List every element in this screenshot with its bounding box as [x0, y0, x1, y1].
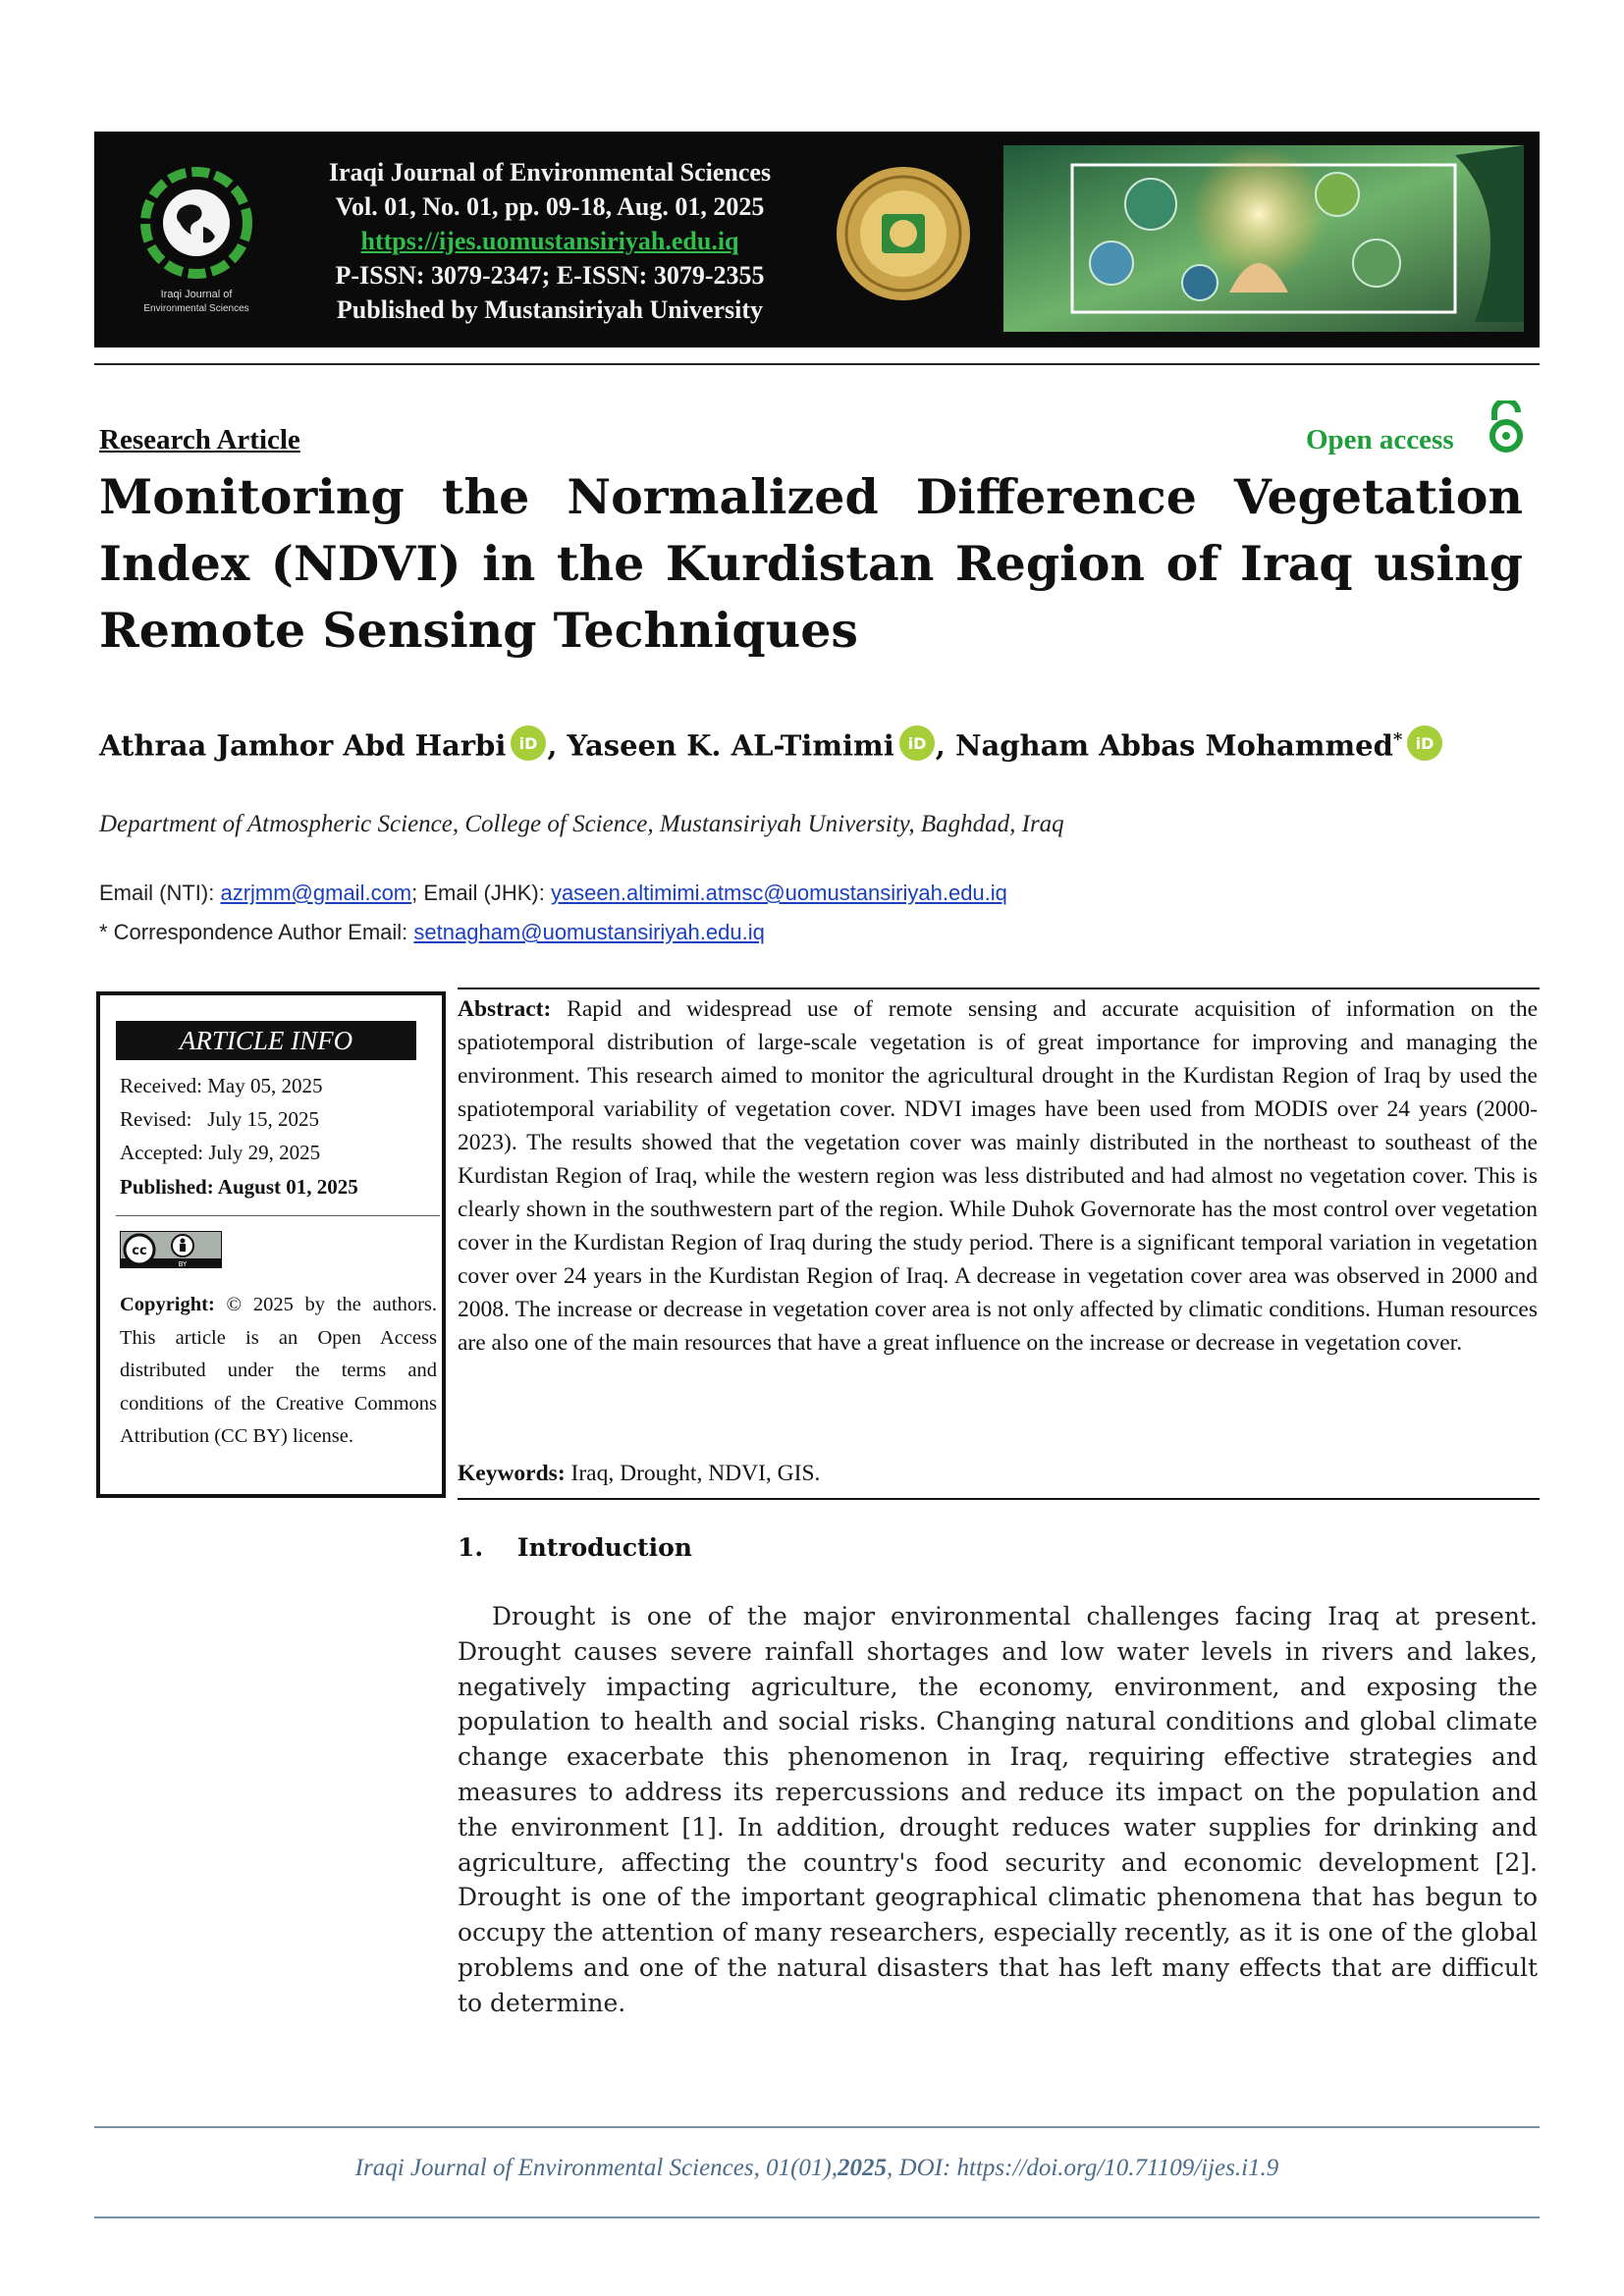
article-title: Monitoring the Normalized Difference Vegetation Index (NDVI) in the Kurdistan Region of Iraq using Remote Sensing Techniques: [99, 468, 1523, 659]
correspondence-label: * Correspondence Author Email:: [99, 920, 414, 944]
email-label: ; Email (JHK):: [411, 881, 551, 905]
orcid-icon[interactable]: [1406, 724, 1443, 762]
banner-text: [290, 155, 810, 327]
orcid-icon[interactable]: [510, 724, 547, 762]
issn-line: P-ISSN: 3079-2347; E-ISSN: 3079-2355: [335, 261, 765, 290]
email-link[interactable]: yaseen.altimimi.atmsc@uomustansiriyah.edu.iq: [550, 881, 1007, 905]
svg-text:iD: iD: [907, 733, 927, 753]
email-label: Email (NTI):: [99, 881, 221, 905]
info-divider: [116, 1215, 440, 1216]
journal-name: Iraqi Journal of Environmental Sciences: [328, 158, 772, 187]
published-date: Published: August 01, 2025: [120, 1175, 358, 1199]
footer-bottom-rule: [94, 2216, 1540, 2218]
abstract: [458, 992, 1538, 1360]
svg-text:BY: BY: [178, 1260, 188, 1268]
accepted-date: Accepted: July 29, 2025: [120, 1141, 321, 1164]
copyright-notice: [120, 1289, 437, 1454]
page-footer: [94, 2155, 1540, 2182]
revised-date: Revised: July 15, 2025: [120, 1107, 319, 1131]
keywords: [458, 1461, 820, 1487]
orcid-icon[interactable]: [898, 724, 936, 762]
svg-text:iD: iD: [518, 733, 538, 753]
cc-by-license-icon[interactable]: [120, 1231, 222, 1268]
logo-text-line1: Iraqi Journal of: [160, 289, 233, 300]
journal-logo: [133, 162, 260, 329]
author-name: Athraa Jamhor Abd Harbi: [99, 728, 507, 763]
correspondence-line: [99, 920, 765, 945]
article-type-label: Research Article: [99, 424, 300, 455]
received-date: Received: May 05, 2025: [120, 1074, 323, 1097]
volume-line: Vol. 01, No. 01, pp. 09-18, Aug. 01, 2025: [335, 192, 765, 221]
article-info-heading: ARTICLE INFO: [116, 1021, 416, 1060]
footer-top-rule: [94, 2126, 1540, 2128]
abstract-bottom-rule: [458, 1498, 1540, 1500]
svg-text:cc: cc: [132, 1244, 147, 1258]
keywords-label: Keywords:: [458, 1461, 566, 1486]
svg-text:iD: iD: [1415, 733, 1435, 753]
environment-collage-image: [1003, 145, 1524, 332]
email-link[interactable]: azrjmm@gmail.com: [220, 881, 412, 905]
author-list: [99, 721, 1552, 766]
correspondence-email-link[interactable]: setnagham@uomustansiriyah.edu.iq: [413, 920, 765, 944]
author-name: Yaseen K. AL-Timimi: [567, 728, 894, 763]
copyright-text: © 2025 by the authors. This article is an Open Access distributed under the terms and conditions of the Creative Commons Attribution (CC BY) license.: [120, 1294, 437, 1447]
open-access-label: Open access: [1306, 424, 1454, 455]
section-heading-introduction: 1. Introduction: [458, 1533, 692, 1562]
journal-url-link[interactable]: https://ijes.uomustansiriyah.edu.iq: [360, 227, 739, 255]
footer-year: 2025: [838, 2155, 888, 2181]
open-access-icon: [1483, 400, 1530, 454]
introduction-paragraph: Drought is one of the major environmental challenges facing Iraq at present. Drought causes severe rainfall shortages and low water levels in rivers and lakes, negatively impacting agriculture, the economy, environment, and exposing the population to health and social risks. Changing natural conditions and global climate change exacerbate this phenomenon in Iraq, requiring effective strategies and measures to address its repercussions and reduce its impact on the population and the environment [1]. In addition, drought reduces water supplies for drinking and agriculture, affecting the country's food security and economic development [2]. Drought is one of the important geographical climatic phenomena that has begun to occupy the attention of many researchers, especially recently, as it is one of the global problems and one of the natural disasters that has left many effects that are difficult to determine.: [458, 1602, 1538, 2017]
publisher-line: Published by Mustansiriyah University: [336, 295, 764, 324]
author-separator: ,: [547, 728, 568, 763]
author-name: Nagham Abbas Mohammed: [954, 728, 1393, 763]
university-seal-icon: [835, 165, 972, 302]
abstract-text: Rapid and widespread use of remote sensing and accurate acquisition of information on the spatiotemporal distribution of large-scale vegetation is of great importance for improving and managing the environment. This research aimed to monitor the agricultural drought in the Kurdistan Region of Iraq by used the spatiotemporal variability of vegetation cover. NDVI images have been used from MODIS over 24 years (2000-2023). The results showed that the vegetation cover was mainly distributed in the northeast to southeast of the Kurdistan Region of Iraq, while the western region was less distributed and had almost no vegetation cover. This is clearly shown in the southwestern part of the region. While Duhok Governorate has the most control over vegetation cover in the Kurdistan Region of Iraq during the study period. There is a significant temporal variation in vegetation cover over 24 years in the Kurdistan Region of Iraq. A decrease in vegetation cover area was observed in 2000 and 2008. The increase or decrease in vegetation cover area is not only affected by climatic conditions. Human resources are also one of the main resources that have a great influence on the increase or decrease in vegetation cover.: [458, 996, 1538, 1356]
header-divider: [94, 363, 1540, 365]
author-separator: ,: [935, 728, 955, 763]
footer-journal: Iraqi Journal of Environmental Sciences, 01(01),: [354, 2155, 839, 2181]
logo-text-line2: Environmental Sciences: [143, 303, 249, 314]
email-line: [99, 879, 1007, 908]
keywords-text: Iraq, Drought, NDVI, GIS.: [565, 1461, 821, 1486]
abstract-label: Abstract:: [458, 996, 552, 1022]
copyright-label: Copyright:: [120, 1294, 215, 1315]
affiliation: Department of Atmospheric Science, College of Science, Mustansiriyah University, Baghdad, Iraq: [99, 811, 1064, 837]
abstract-top-rule: [458, 988, 1540, 989]
corresponding-author-mark: *: [1392, 729, 1403, 750]
footer-doi: , DOI: https://doi.org/10.71109/ijes.i1.9: [887, 2155, 1279, 2181]
